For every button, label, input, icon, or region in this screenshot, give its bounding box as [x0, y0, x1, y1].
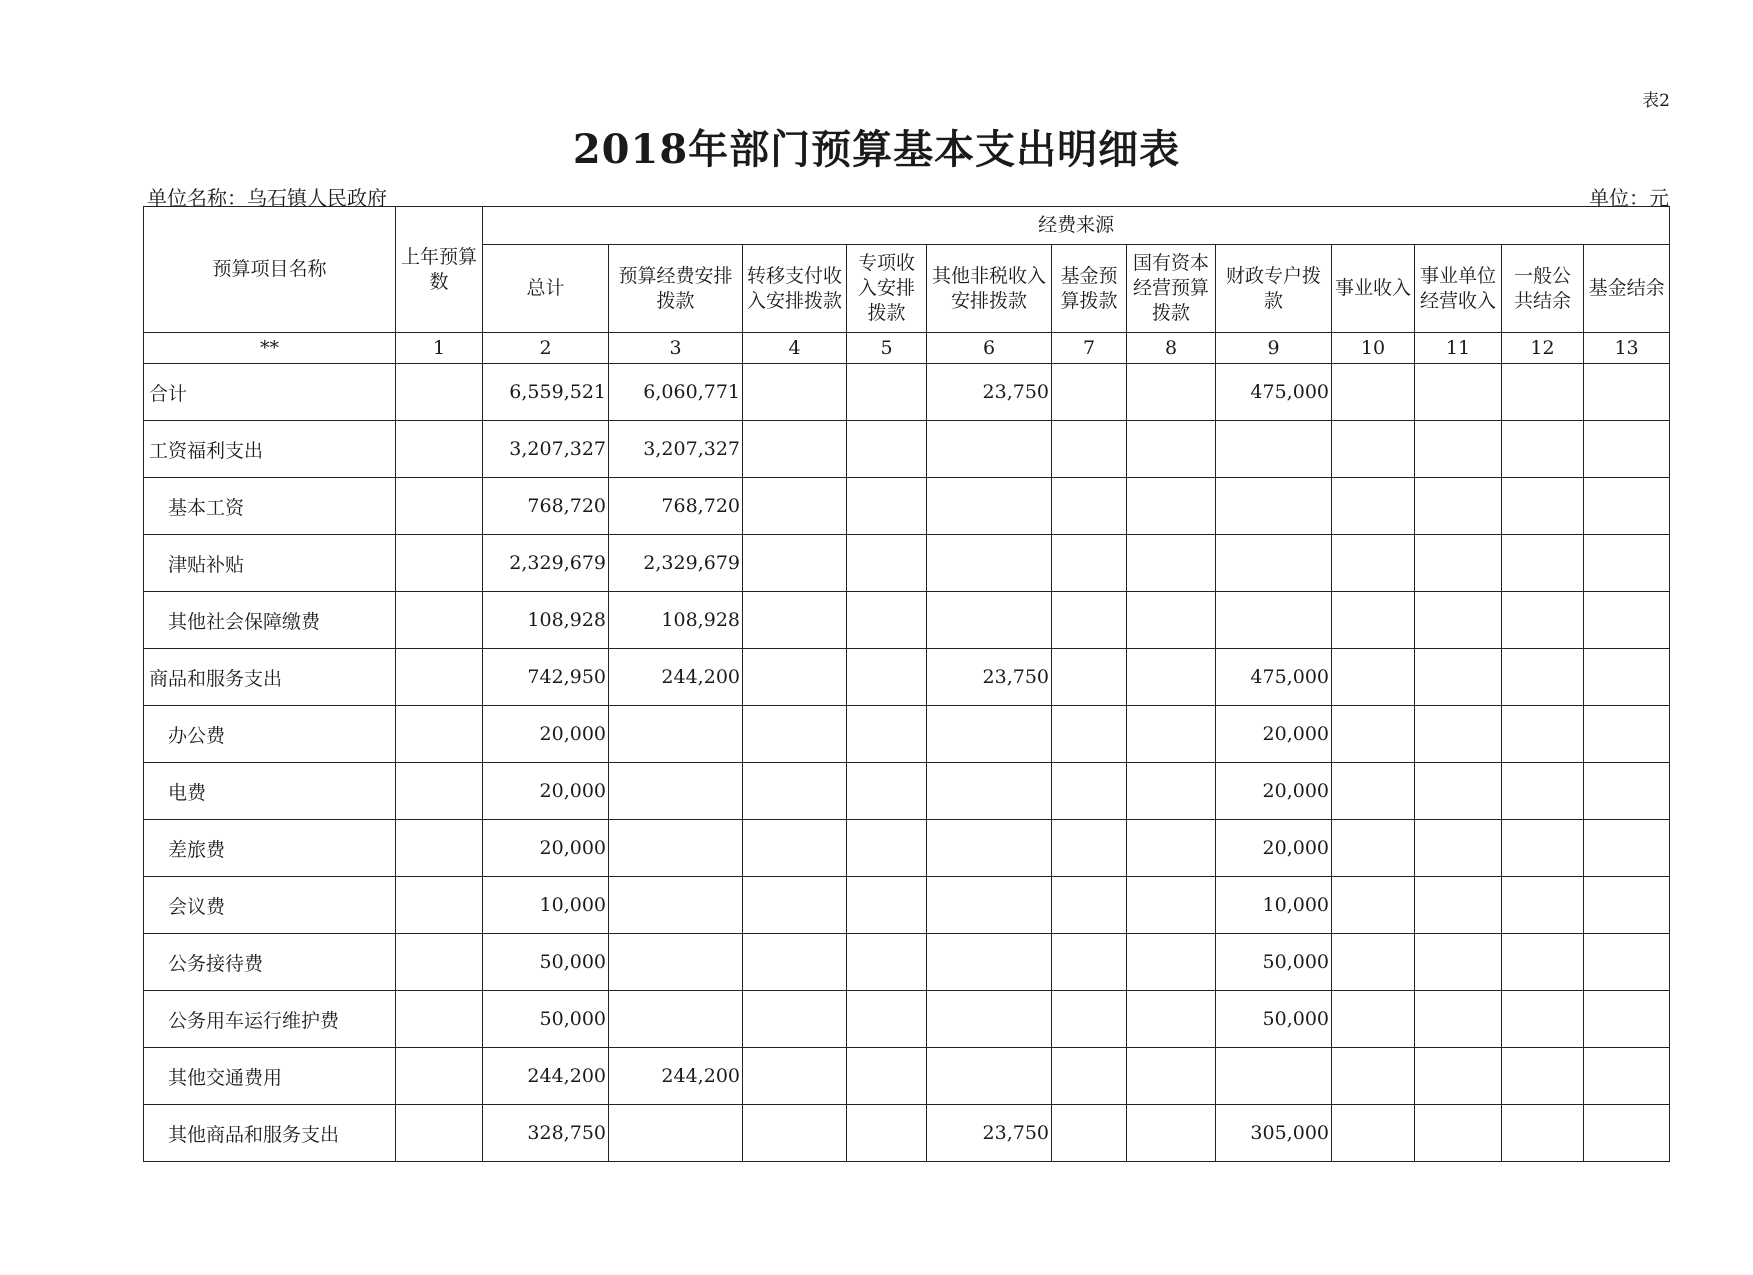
row-value-cell — [927, 421, 1052, 478]
row-value-cell — [847, 478, 927, 535]
row-value-cell — [1052, 592, 1127, 649]
row-value-cell: 244,200 — [609, 649, 743, 706]
row-value-cell — [743, 535, 847, 592]
row-value-cell — [743, 934, 847, 991]
row-value-cell — [609, 877, 743, 934]
row-value-cell — [927, 820, 1052, 877]
header-budget-allocation: 预算经费安排拨款 — [609, 245, 743, 333]
row-value-cell — [1332, 1048, 1415, 1105]
row-value-cell — [396, 1105, 483, 1162]
row-value-cell — [1502, 763, 1584, 820]
row-value-cell — [1415, 535, 1502, 592]
row-value-cell — [1332, 364, 1415, 421]
row-value-cell: 2,329,679 — [483, 535, 609, 592]
row-value-cell: 50,000 — [483, 934, 609, 991]
row-value-cell: 244,200 — [609, 1048, 743, 1105]
row-value-cell: 108,928 — [483, 592, 609, 649]
index-cell: 10 — [1332, 333, 1415, 364]
row-value-cell — [1216, 592, 1332, 649]
table-row — [144, 991, 1670, 1048]
header-fund-budget: 基金预算拨款 — [1052, 245, 1127, 333]
row-value-cell — [927, 991, 1052, 1048]
row-value-cell — [1127, 820, 1216, 877]
index-cell: 11 — [1415, 333, 1502, 364]
row-value-cell — [396, 478, 483, 535]
row-value-cell — [1584, 649, 1670, 706]
row-value-cell — [927, 535, 1052, 592]
table-row — [144, 649, 1670, 706]
index-cell: 9 — [1216, 333, 1332, 364]
row-value-cell — [847, 649, 927, 706]
row-value-cell — [847, 1048, 927, 1105]
row-value-cell — [1127, 478, 1216, 535]
index-cell: 3 — [609, 333, 743, 364]
row-value-cell — [1052, 763, 1127, 820]
header-transfer-payment: 转移支付收入安排拨款 — [743, 245, 847, 333]
row-value-cell: 328,750 — [483, 1105, 609, 1162]
row-value-cell — [396, 877, 483, 934]
row-value-cell — [396, 364, 483, 421]
row-value-cell — [847, 820, 927, 877]
row-value-cell — [927, 706, 1052, 763]
row-value-cell — [396, 1048, 483, 1105]
row-value-cell — [396, 706, 483, 763]
table-row — [144, 763, 1670, 820]
row-value-cell — [743, 763, 847, 820]
header-general-public-surplus: 一般公共结余 — [1502, 245, 1584, 333]
row-value-cell — [743, 478, 847, 535]
row-value-cell — [743, 592, 847, 649]
row-value-cell: 305,000 — [1216, 1105, 1332, 1162]
row-value-cell — [847, 706, 927, 763]
row-value-cell — [1502, 535, 1584, 592]
row-value-cell: 6,559,521 — [483, 364, 609, 421]
index-cell: 5 — [847, 333, 927, 364]
row-value-cell — [1127, 763, 1216, 820]
row-value-cell: 50,000 — [1216, 934, 1332, 991]
table-row — [144, 478, 1670, 535]
row-value-cell — [1332, 877, 1415, 934]
row-value-cell — [1332, 706, 1415, 763]
row-item-name: 公务接待费 — [144, 934, 396, 991]
row-value-cell — [1584, 1105, 1670, 1162]
index-cell: ** — [144, 333, 396, 364]
row-value-cell — [1052, 934, 1127, 991]
header-prev-year: 上年预算数 — [396, 207, 483, 333]
row-value-cell: 768,720 — [483, 478, 609, 535]
table-row — [144, 706, 1670, 763]
row-value-cell — [1332, 820, 1415, 877]
row-value-cell: 23,750 — [927, 1105, 1052, 1162]
row-value-cell — [1415, 991, 1502, 1048]
row-value-cell — [1415, 706, 1502, 763]
row-value-cell — [1127, 592, 1216, 649]
row-value-cell — [1502, 649, 1584, 706]
header-state-capital: 国有资本经营预算拨款 — [1127, 245, 1216, 333]
row-value-cell — [1584, 820, 1670, 877]
row-item-name: 其他交通费用 — [144, 1048, 396, 1105]
row-value-cell — [847, 877, 927, 934]
row-value-cell — [1584, 535, 1670, 592]
row-value-cell — [927, 592, 1052, 649]
row-value-cell — [1502, 1105, 1584, 1162]
row-value-cell: 10,000 — [483, 877, 609, 934]
row-value-cell — [1127, 649, 1216, 706]
row-item-name: 会议费 — [144, 877, 396, 934]
row-value-cell — [1332, 763, 1415, 820]
row-value-cell — [743, 820, 847, 877]
row-value-cell: 475,000 — [1216, 649, 1332, 706]
row-value-cell — [1584, 877, 1670, 934]
row-value-cell — [1127, 421, 1216, 478]
row-value-cell — [743, 1048, 847, 1105]
row-value-cell — [1216, 421, 1332, 478]
row-item-name: 公务用车运行维护费 — [144, 991, 396, 1048]
row-value-cell — [1502, 421, 1584, 478]
row-value-cell: 50,000 — [1216, 991, 1332, 1048]
row-value-cell — [743, 1105, 847, 1162]
row-value-cell: 20,000 — [1216, 820, 1332, 877]
row-value-cell — [1584, 592, 1670, 649]
row-value-cell — [847, 934, 927, 991]
row-value-cell — [1127, 934, 1216, 991]
row-value-cell — [1415, 1105, 1502, 1162]
row-value-cell — [1127, 1048, 1216, 1105]
row-value-cell — [396, 763, 483, 820]
row-value-cell — [1502, 820, 1584, 877]
row-value-cell — [1502, 706, 1584, 763]
row-value-cell — [1216, 478, 1332, 535]
row-item-name: 津贴补贴 — [144, 535, 396, 592]
row-value-cell — [1502, 934, 1584, 991]
row-value-cell — [1052, 1105, 1127, 1162]
header-total: 总计 — [483, 245, 609, 333]
index-cell: 7 — [1052, 333, 1127, 364]
budget-table — [143, 206, 1670, 1162]
row-value-cell — [1415, 763, 1502, 820]
row-value-cell — [1415, 592, 1502, 649]
row-value-cell: 3,207,327 — [609, 421, 743, 478]
row-value-cell — [927, 763, 1052, 820]
row-value-cell — [1052, 478, 1127, 535]
table-row — [144, 1105, 1670, 1162]
row-value-cell: 2,329,679 — [609, 535, 743, 592]
table-row — [144, 535, 1670, 592]
row-value-cell — [396, 649, 483, 706]
row-value-cell — [847, 1105, 927, 1162]
row-value-cell — [1052, 991, 1127, 1048]
row-item-name: 基本工资 — [144, 478, 396, 535]
row-value-cell — [847, 763, 927, 820]
row-value-cell — [1052, 649, 1127, 706]
row-value-cell — [1052, 1048, 1127, 1105]
row-value-cell — [396, 535, 483, 592]
row-value-cell — [1052, 535, 1127, 592]
row-value-cell — [1332, 934, 1415, 991]
row-value-cell — [743, 364, 847, 421]
header-business-income: 事业收入 — [1332, 245, 1415, 333]
table-row — [144, 934, 1670, 991]
row-value-cell — [609, 820, 743, 877]
row-value-cell — [743, 991, 847, 1048]
page-title: 2018年部门预算基本支出明细表 — [572, 126, 1181, 173]
row-value-cell — [1502, 991, 1584, 1048]
row-value-cell — [1584, 934, 1670, 991]
row-value-cell — [927, 877, 1052, 934]
row-value-cell — [609, 763, 743, 820]
table-row — [144, 364, 1670, 421]
row-value-cell — [1127, 877, 1216, 934]
row-value-cell — [743, 706, 847, 763]
row-value-cell — [396, 820, 483, 877]
row-value-cell — [743, 649, 847, 706]
row-value-cell: 475,000 — [1216, 364, 1332, 421]
row-value-cell — [847, 364, 927, 421]
index-row — [144, 333, 1670, 364]
row-value-cell — [743, 421, 847, 478]
row-value-cell — [927, 934, 1052, 991]
row-value-cell — [1415, 820, 1502, 877]
row-value-cell: 20,000 — [1216, 763, 1332, 820]
row-value-cell — [1502, 478, 1584, 535]
row-value-cell — [1415, 877, 1502, 934]
table-row — [144, 421, 1670, 478]
row-item-name: 差旅费 — [144, 820, 396, 877]
table-body — [144, 364, 1670, 1162]
row-value-cell — [1332, 421, 1415, 478]
index-cell: 6 — [927, 333, 1052, 364]
row-value-cell — [1332, 991, 1415, 1048]
row-value-cell — [609, 706, 743, 763]
row-item-name: 办公费 — [144, 706, 396, 763]
row-value-cell — [1332, 592, 1415, 649]
row-value-cell — [396, 934, 483, 991]
row-item-name: 商品和服务支出 — [144, 649, 396, 706]
table-row — [144, 592, 1670, 649]
table-row — [144, 820, 1670, 877]
row-value-cell — [1127, 706, 1216, 763]
header-funding-source: 经费来源 — [483, 207, 1670, 245]
row-value-cell — [1502, 592, 1584, 649]
row-value-cell: 244,200 — [483, 1048, 609, 1105]
row-value-cell: 6,060,771 — [609, 364, 743, 421]
row-value-cell — [1584, 1048, 1670, 1105]
row-value-cell: 20,000 — [483, 820, 609, 877]
table-row — [144, 877, 1670, 934]
index-cell: 12 — [1502, 333, 1584, 364]
header-fiscal-account: 财政专户拨款 — [1216, 245, 1332, 333]
row-value-cell — [1052, 706, 1127, 763]
row-item-name: 电费 — [144, 763, 396, 820]
row-value-cell: 20,000 — [483, 763, 609, 820]
row-value-cell: 108,928 — [609, 592, 743, 649]
row-value-cell — [1332, 649, 1415, 706]
row-value-cell: 23,750 — [927, 364, 1052, 421]
row-value-cell — [847, 592, 927, 649]
row-value-cell: 23,750 — [927, 649, 1052, 706]
row-value-cell — [1415, 649, 1502, 706]
row-value-cell — [1127, 1105, 1216, 1162]
unit-name: 单位名称：乌石镇人民政府 — [147, 186, 387, 210]
index-cell: 2 — [483, 333, 609, 364]
header-business-operating-income: 事业单位经营收入 — [1415, 245, 1502, 333]
row-value-cell — [1332, 535, 1415, 592]
currency-unit: 单位：元 — [1589, 186, 1669, 210]
row-value-cell — [1127, 364, 1216, 421]
row-value-cell — [847, 421, 927, 478]
row-value-cell — [927, 478, 1052, 535]
index-cell: 1 — [396, 333, 483, 364]
row-value-cell — [1502, 364, 1584, 421]
row-value-cell — [1216, 535, 1332, 592]
row-value-cell — [1415, 421, 1502, 478]
row-value-cell — [609, 1105, 743, 1162]
table-row — [144, 1048, 1670, 1105]
row-value-cell: 3,207,327 — [483, 421, 609, 478]
row-value-cell — [847, 535, 927, 592]
row-value-cell — [1502, 877, 1584, 934]
header-item-name: 预算项目名称 — [144, 207, 396, 333]
row-item-name: 其他商品和服务支出 — [144, 1105, 396, 1162]
row-value-cell — [1052, 820, 1127, 877]
row-value-cell: 10,000 — [1216, 877, 1332, 934]
row-value-cell: 20,000 — [1216, 706, 1332, 763]
row-value-cell — [927, 1048, 1052, 1105]
row-value-cell: 768,720 — [609, 478, 743, 535]
row-value-cell — [609, 934, 743, 991]
row-value-cell: 50,000 — [483, 991, 609, 1048]
row-value-cell — [1332, 478, 1415, 535]
index-cell: 8 — [1127, 333, 1216, 364]
row-value-cell — [396, 592, 483, 649]
row-value-cell — [1052, 421, 1127, 478]
row-value-cell — [1584, 991, 1670, 1048]
row-value-cell — [396, 421, 483, 478]
row-item-name: 其他社会保障缴费 — [144, 592, 396, 649]
row-value-cell — [1584, 364, 1670, 421]
row-item-name: 工资福利支出 — [144, 421, 396, 478]
row-value-cell — [743, 877, 847, 934]
row-value-cell — [1415, 478, 1502, 535]
index-cell: 4 — [743, 333, 847, 364]
row-value-cell: 20,000 — [483, 706, 609, 763]
index-cell: 13 — [1584, 333, 1670, 364]
row-value-cell — [847, 991, 927, 1048]
header-fund-surplus: 基金结余 — [1584, 245, 1670, 333]
row-value-cell — [1127, 535, 1216, 592]
row-value-cell — [1216, 1048, 1332, 1105]
row-value-cell — [1415, 1048, 1502, 1105]
row-value-cell: 742,950 — [483, 649, 609, 706]
header-special-income: 专项收入安排拨款 — [847, 245, 927, 333]
table-label: 表2 — [1642, 91, 1670, 111]
row-value-cell — [1415, 364, 1502, 421]
row-value-cell — [1127, 991, 1216, 1048]
row-value-cell — [1332, 1105, 1415, 1162]
row-value-cell — [1052, 877, 1127, 934]
row-value-cell — [1584, 763, 1670, 820]
row-value-cell — [1584, 421, 1670, 478]
row-value-cell — [609, 991, 743, 1048]
row-value-cell — [396, 991, 483, 1048]
row-value-cell — [1052, 364, 1127, 421]
row-value-cell — [1502, 1048, 1584, 1105]
row-value-cell — [1415, 934, 1502, 991]
row-item-name: 合计 — [144, 364, 396, 421]
row-value-cell — [1584, 478, 1670, 535]
header-other-nontax: 其他非税收入安排拨款 — [927, 245, 1052, 333]
row-value-cell — [1584, 706, 1670, 763]
